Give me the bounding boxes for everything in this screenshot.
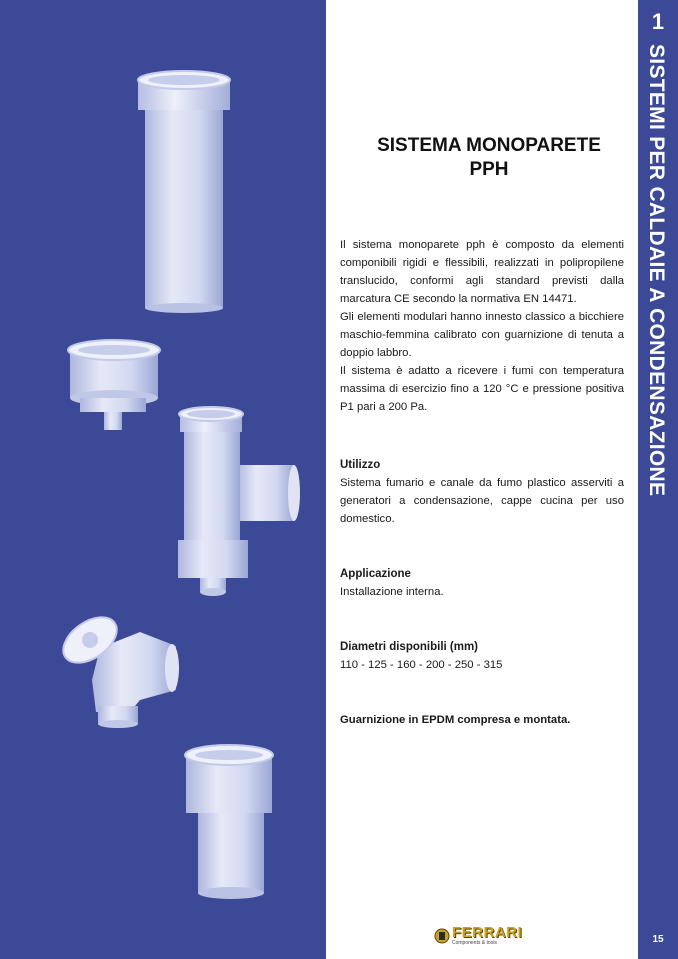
chapter-title-vertical: SISTEMI PER CALDAIE A CONDENSAZIONE: [645, 44, 668, 497]
title-line-1: SISTEMA MONOPARETE: [377, 135, 601, 156]
applicazione-section: [340, 565, 624, 601]
description-paragraph-1: Il sistema monoparete pph è composto da elementi componibili rigidi e flessibili, realizzati in polipropilene translucido, conformi agli standard previsti dalla marcatura CE secondo la normativa EN 14471.: [340, 239, 624, 305]
product-image-panel: [0, 0, 326, 959]
page-number: 15: [652, 934, 664, 945]
main-content: [326, 0, 638, 959]
condensate-cap-icon: [68, 340, 160, 430]
description-paragraph-2: Gli elementi modulari hanno innesto classico a bicchiere maschio-femmina calibrato con guarnizione di tenuta a doppio labbro.: [340, 311, 624, 359]
straight-pipe-icon: [138, 71, 230, 313]
chapter-number: 1: [651, 9, 665, 34]
utilizzo-heading: Utilizzo: [340, 459, 381, 471]
inspection-elbow-icon: [55, 608, 179, 728]
diametri-heading: Diametri disponibili (mm): [340, 641, 479, 653]
description-paragraph-3: Il sistema è adatto a ricevere i fumi con temperatura massima di esercizio fino a 120 °C e pressione positiva P1 pari a 200 Pa.: [340, 365, 624, 413]
applicazione-text: Installazione interna.: [340, 586, 444, 598]
description-block: [340, 236, 624, 416]
reducer-fitting-icon: [185, 745, 273, 899]
utilizzo-text: Sistema fumario e canale da fumo plastico asserviti a generatori a condensazione, cappe cucina per uso domestico.: [340, 477, 624, 525]
logo-emblem-icon: [434, 928, 450, 944]
logo-brand-text: FERRARI: [452, 924, 523, 941]
chapter-sidebar: [638, 0, 678, 959]
diametri-text: 110 - 125 - 160 - 200 - 250 - 315: [340, 659, 503, 671]
pipe-fittings-illustration: [0, 0, 326, 959]
ferrari-logo: [434, 926, 534, 948]
guarnizione-text: Guarnizione in EPDM compresa e montata.: [340, 714, 571, 726]
diametri-section: [340, 638, 624, 674]
title-line-2: PPH: [469, 159, 509, 180]
applicazione-heading: Applicazione: [340, 568, 411, 580]
page-title: [340, 134, 638, 182]
logo-tagline: Components & tools: [452, 940, 498, 946]
utilizzo-section: [340, 456, 624, 528]
guarnizione-note: [340, 711, 624, 729]
tee-fitting-icon: [178, 407, 300, 596]
